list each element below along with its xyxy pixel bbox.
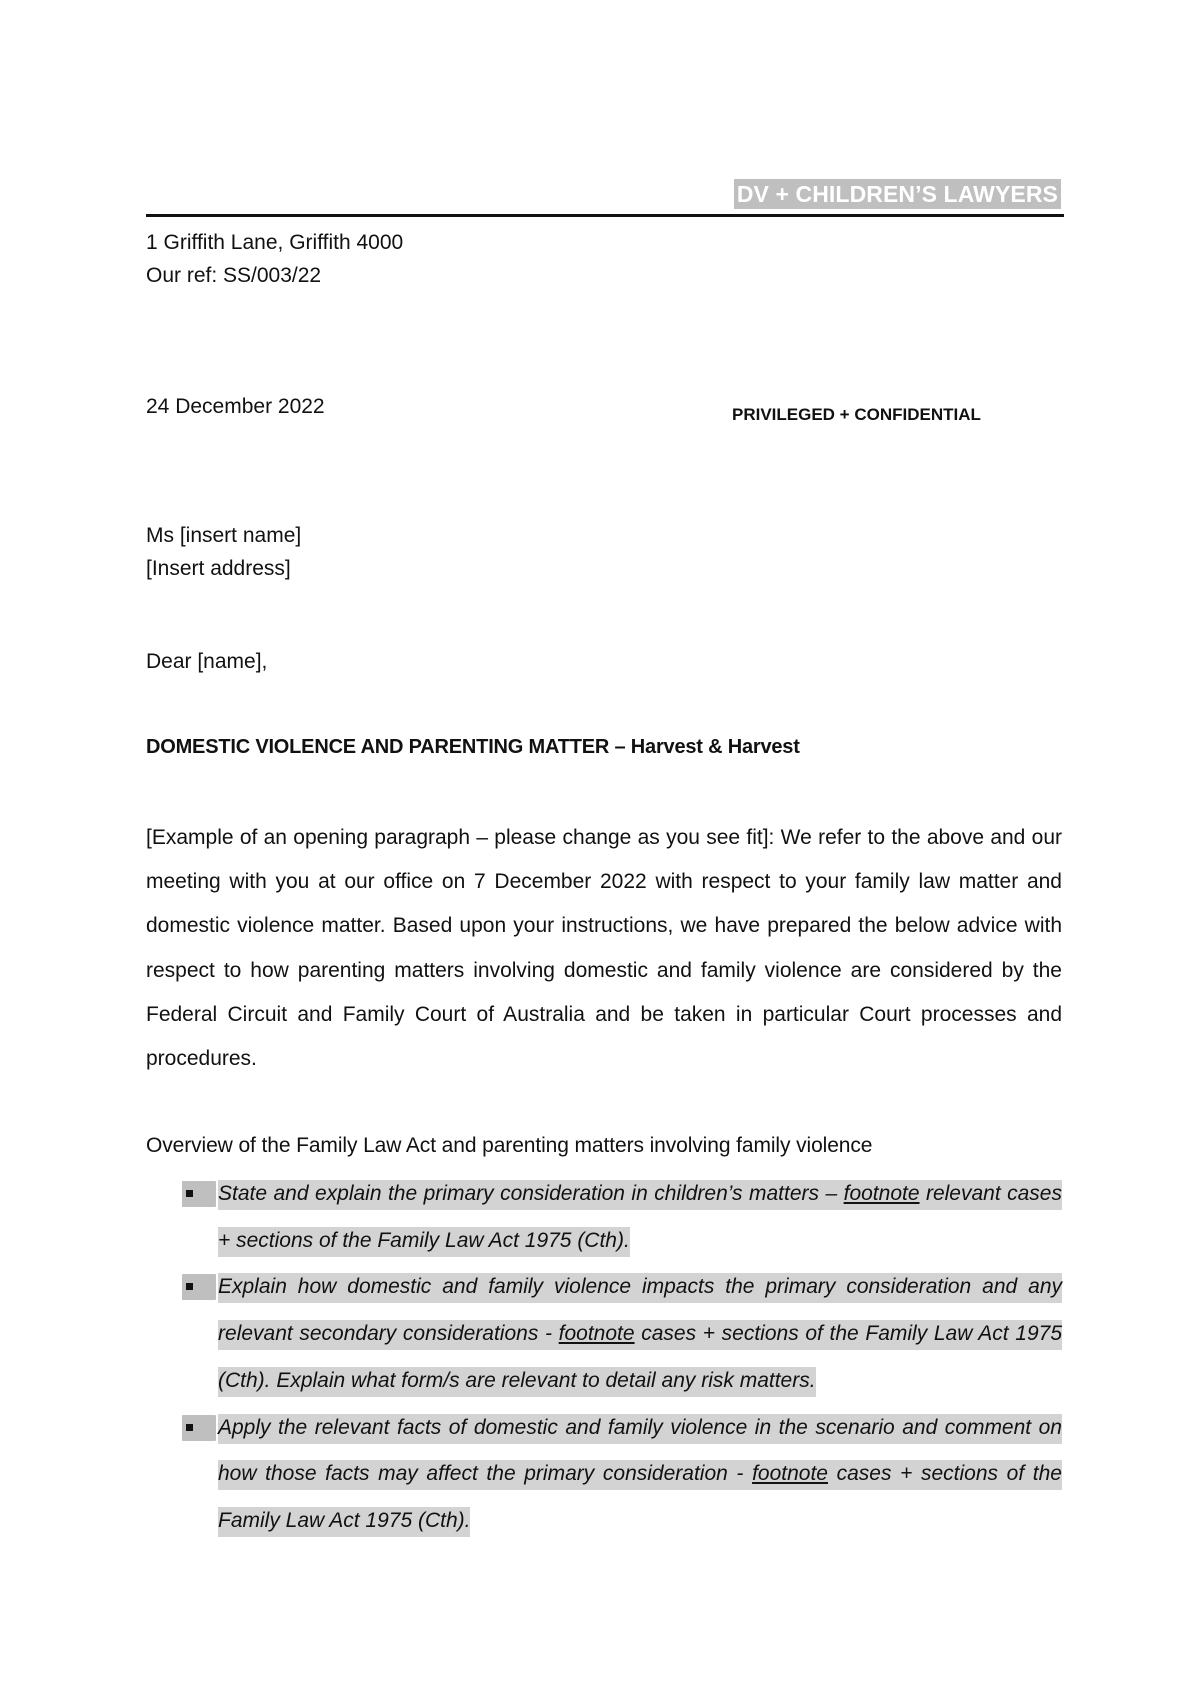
footnote-marker: footnote bbox=[558, 1322, 635, 1346]
square-bullet-icon bbox=[182, 1181, 216, 1207]
recipient-address: [Insert address] bbox=[146, 557, 291, 580]
list-item-body: cases + sections of the Family Law Act 1975 (Cth). bbox=[218, 1462, 1062, 1532]
salutation: Dear [name], bbox=[146, 650, 268, 673]
confidentiality-label: PRIVILEGED + CONFIDENTIAL bbox=[732, 405, 981, 424]
reference-number: Our ref: SS/003/22 bbox=[146, 264, 322, 287]
list-item-text bbox=[218, 1264, 1062, 1404]
advice-bullet-list bbox=[0, 1171, 1200, 1545]
sender-address: 1 Griffith Lane, Griffith 4000 bbox=[146, 231, 404, 254]
list-item-body: State and explain the primary consideration in children’s matters – bbox=[218, 1182, 844, 1205]
list-item bbox=[0, 1405, 1200, 1545]
list-item bbox=[0, 1171, 1200, 1264]
footnote-marker: footnote bbox=[843, 1182, 920, 1205]
letterhead bbox=[146, 176, 1064, 217]
list-item-text bbox=[218, 1405, 1062, 1545]
subject-line: DOMESTIC VIOLENCE AND PARENTING MATTER – Harvest & Harvest bbox=[146, 736, 800, 758]
list-item bbox=[0, 1264, 1200, 1404]
square-bullet-icon bbox=[182, 1274, 216, 1300]
letter-date: 24 December 2022 bbox=[146, 395, 325, 418]
square-bullet-icon bbox=[182, 1415, 216, 1441]
list-item-text bbox=[218, 1171, 1062, 1264]
opening-paragraph: [Example of an opening paragraph – please change as you see fit]: We refer to the above and our meeting with you at our office on 7 December 2022 with respect to your family law matter and domestic violence matter. Based upon your instructions, we have prepared the below advice with respect to how parenting matters involving domestic and family violence are considered by the Federal Circuit and Family Court of Australia and be taken in particular Court processes and procedures. bbox=[146, 826, 1062, 1071]
list-item-body: relevant cases + sections of the Family Law Act 1975 (Cth). bbox=[218, 1182, 1062, 1252]
recipient-name: Ms [insert name] bbox=[146, 524, 302, 547]
overview-heading: Overview of the Family Law Act and parenting matters involving family violence bbox=[146, 1134, 873, 1157]
list-item-body: Apply the relevant facts of domestic and family violence in the scenario and comment on how those facts may affect the primary consideration - bbox=[218, 1415, 1062, 1486]
footnote-marker: footnote bbox=[752, 1462, 828, 1486]
list-item-body: Explain how domestic and family violence impacts the primary consideration and any relevant secondary considerations - bbox=[218, 1275, 1062, 1346]
list-item-body: cases + sections of the Family Law Act 1975 (Cth). Explain what form/s are relevant to detail any risk matters. bbox=[218, 1322, 1063, 1392]
firm-name: DV + CHILDREN’S LAWYERS bbox=[734, 179, 1061, 209]
